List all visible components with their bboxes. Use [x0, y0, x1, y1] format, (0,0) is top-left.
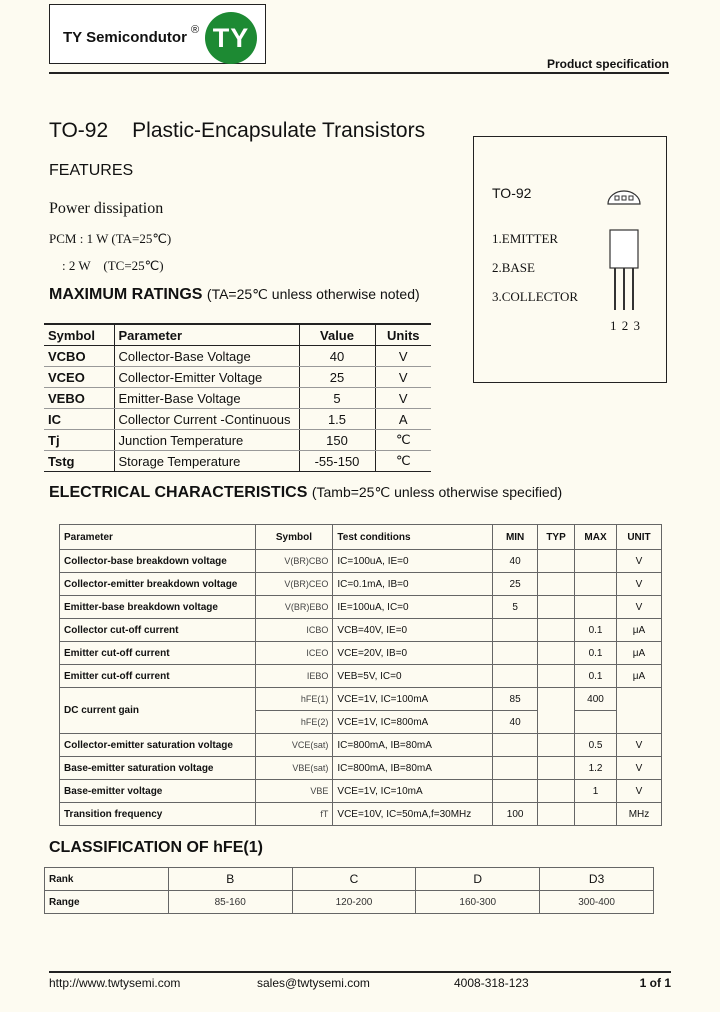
max-ratings-heading: MAXIMUM RATINGS (TA=25℃ unless otherwise noted): [49, 286, 420, 303]
transistor-side-view-icon: [610, 230, 638, 310]
table-row: Collector-base breakdown voltage V(BR)CBO IC=100uA, IE=0 40 V: [60, 550, 662, 573]
table-row: Collector cut-off current ICBO VCB=40V, IE=0 0.1 μA: [60, 619, 662, 642]
electrical-heading: ELECTRICAL CHARACTERISTICS (Tamb=25℃ unless otherwise specified): [49, 484, 563, 501]
table-row: VCBO Collector-Base Voltage 40 V: [44, 346, 431, 367]
features-heading: FEATURES: [49, 162, 134, 179]
pin-emitter: 1.EMITTER: [492, 231, 559, 246]
table-row: VEBO Emitter-Base Voltage 5 V: [44, 388, 431, 409]
table-row: Base-emitter saturation voltage VBE(sat) IC=800mA, IB=80mA 1.2 V: [60, 757, 662, 780]
table-row: VCEO Collector-Emitter Voltage 25 V: [44, 367, 431, 388]
pin-base: 2.BASE: [492, 260, 535, 275]
table-header: [44, 324, 431, 346]
table-row: Base-emitter voltage VBE VCE=1V, IC=10mA 1 V: [60, 780, 662, 803]
registered-mark: ®: [191, 24, 200, 36]
classification-heading: CLASSIFICATION OF hFE(1): [49, 839, 263, 856]
footer-url[interactable]: http://www.twtysemi.com: [49, 976, 181, 990]
table-row: Tj Junction Temperature 150 ℃: [44, 430, 431, 451]
product-specification: Product specification: [546, 57, 669, 71]
to92-package-drawing: [600, 180, 650, 320]
col-parameter: Parameter: [114, 324, 299, 346]
ty-logo: TY: [205, 12, 257, 64]
table-row: Emitter cut-off current IEBO VEB=5V, IC=0 0.1 μA: [60, 665, 662, 688]
table-row: IC Collector Current -Continuous 1.5 A: [44, 409, 431, 430]
pcm-ta: PCM : 1 W (TA=25℃): [49, 231, 172, 246]
pin-collector: 3.COLLECTOR: [492, 289, 579, 304]
col-symbol: Symbol: [44, 324, 114, 346]
table-row-dc-gain-2: hFE(2) VCE=1V, IC=800mA 40: [60, 711, 662, 734]
col-value: Value: [299, 324, 375, 346]
header-divider: [49, 72, 669, 74]
pin-numbers: 1 2 3: [610, 318, 641, 333]
table-row: Collector-emitter breakdown voltage V(BR)CEO IC=0.1mA, IB=0 25 V: [60, 573, 662, 596]
table-row: Transition frequency fT VCE=10V, IC=50mA,f=30MHz 100 MHz: [60, 803, 662, 826]
pcm-tc: : 2 W (TC=25℃): [49, 258, 164, 273]
table-row: Tstg Storage Temperature -55-150 ℃: [44, 451, 431, 472]
table-row: Emitter cut-off current ICEO VCE=20V, IB=0 0.1 μA: [60, 642, 662, 665]
footer-divider: [49, 971, 671, 973]
page-number: 1 of 1: [639, 976, 671, 990]
power-dissipation: Power dissipation: [49, 200, 164, 217]
col-units: Units: [375, 324, 431, 346]
footer-email[interactable]: sales@twtysemi.com: [257, 976, 370, 990]
table-header: Parameter Symbol Test conditions MIN TYP MAX UNIT: [60, 525, 662, 550]
range-row: Range 85-160 120-200 160-300 300-400: [45, 891, 654, 914]
brand-name: TY Semicondutor: [63, 29, 187, 46]
transistor-top-view-icon: [608, 191, 640, 204]
table-row: Emitter-base breakdown voltage V(BR)EBO IE=100uA, IC=0 5 V: [60, 596, 662, 619]
footer-phone: 4008-318-123: [454, 976, 529, 990]
rank-row: Rank B C D D3: [45, 868, 654, 891]
package-name: TO-92: [492, 185, 532, 201]
electrical-table: [59, 524, 662, 826]
table-row: Collector-emitter saturation voltage VCE(sat) IC=800mA, IB=80mA 0.5 V: [60, 734, 662, 757]
classification-table: [44, 867, 654, 914]
max-ratings-table: [44, 323, 431, 472]
page-title: TO-92 Plastic-Encapsulate Transistors: [49, 119, 426, 142]
table-row-dc-gain-1: DC current gain hFE(1) VCE=1V, IC=100mA 85 400: [60, 688, 662, 711]
